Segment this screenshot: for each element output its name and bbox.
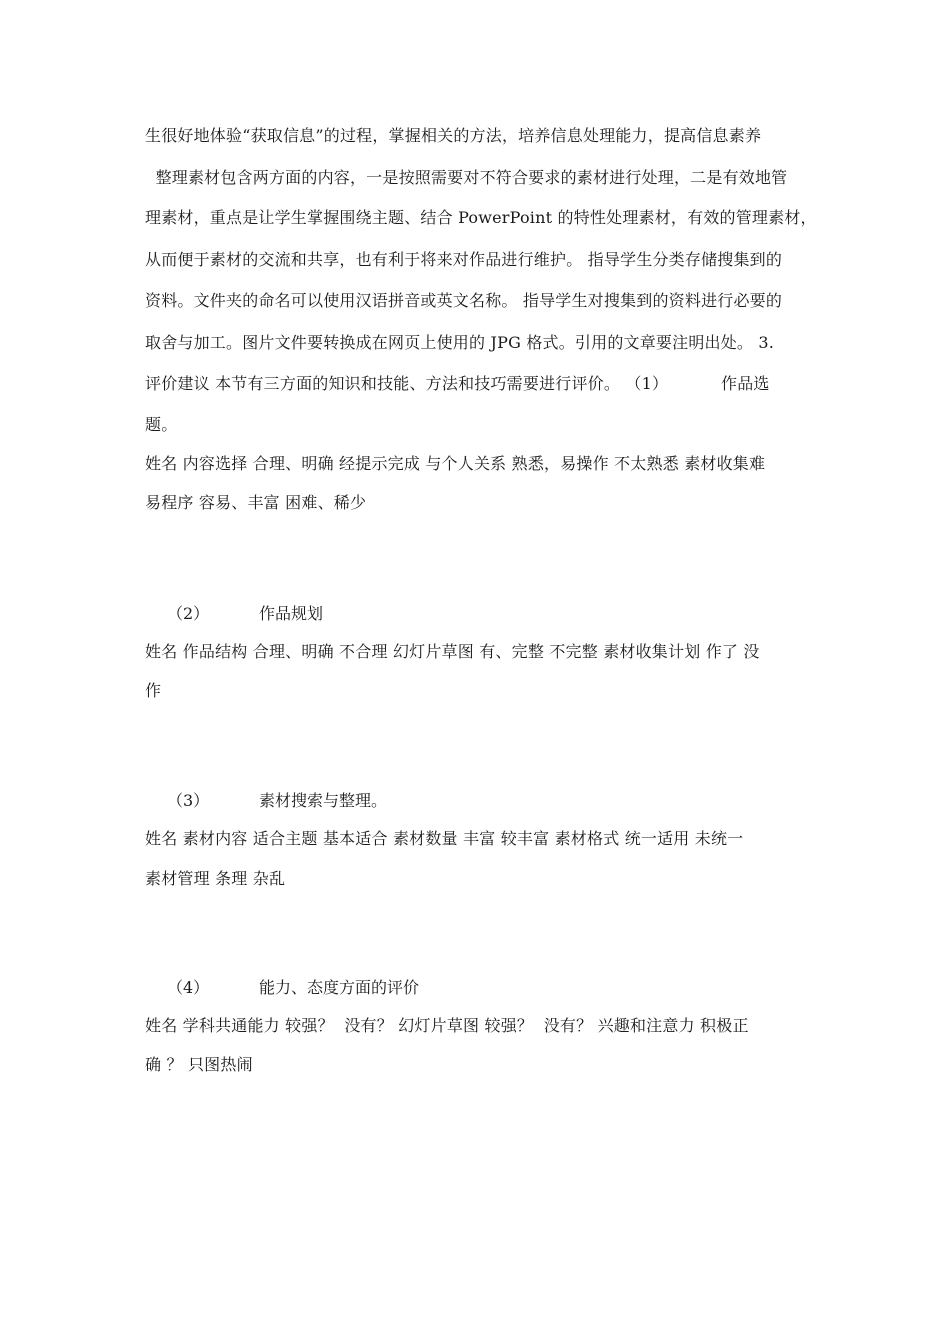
paragraph-line: 评价建议 本节有三方面的知识和技能、方法和技巧需要进行评价。 （1） 作品选	[145, 374, 770, 393]
criteria-row: 作	[145, 681, 162, 700]
criteria-row: 确 ？ 只图热闹	[145, 1055, 253, 1074]
section-heading	[167, 977, 419, 999]
section-title: 素材搜索与整理。	[259, 791, 388, 810]
paragraph-line: 从而便于素材的交流和共享，也有利于将来对作品进行维护。 指导学生分类存储搜集到的	[145, 250, 783, 269]
paragraph-line: 题。	[145, 415, 178, 434]
paragraph-line: 生很好地体验“获取信息”的过程，掌握相关的方法，培养信息处理能力，提高信息素养	[145, 126, 762, 145]
section-number: （3）	[167, 791, 210, 810]
paragraph-line: 整理素材包含两方面的内容，一是按照需要对不符合要求的素材进行处理，二是有效地管	[145, 168, 788, 187]
section-number: （2）	[167, 604, 210, 623]
section-title: 能力、态度方面的评价	[259, 978, 420, 997]
criteria-row: 姓名 素材内容 适合主题 基本适合 素材数量 丰富 较丰富 素材格式 统一适用 未统一	[145, 829, 744, 848]
criteria-row: 姓名 作品结构 合理、明确 不合理 幻灯片草图 有、完整 不完整 素材收集计划 作了 没	[145, 642, 760, 661]
paragraph-line: 理素材，重点是让学生掌握围绕主题、结合 PowerPoint 的特性处理素材，有效的管理素材，	[145, 208, 817, 227]
paragraph-line: 取舍与加工。图片文件要转换成在网页上使用的 JPG 格式。引用的文章要注明出处。 3.	[145, 333, 775, 352]
criteria-row: 姓名 内容选择 合理、明确 经提示完成 与个人关系 熟悉，易操作 不太熟悉 素材收集难	[145, 454, 766, 473]
section-number: （4）	[167, 978, 210, 997]
criteria-row: 姓名 学科共通能力 较强？ 没有？ 幻灯片草图 较强？ 没有？ 兴趣和注意力 积极正	[145, 1016, 749, 1035]
section-heading	[167, 603, 323, 625]
paragraph-line: 资料。文件夹的命名可以使用汉语拼音或英文名称。 指导学生对搜集到的资料进行必要的	[145, 291, 783, 310]
section-heading	[167, 790, 387, 812]
criteria-row: 素材管理 条理 杂乱	[145, 869, 286, 888]
criteria-row: 易程序 容易、丰富 困难、稀少	[145, 493, 367, 512]
section-title: 作品规划	[259, 604, 324, 623]
